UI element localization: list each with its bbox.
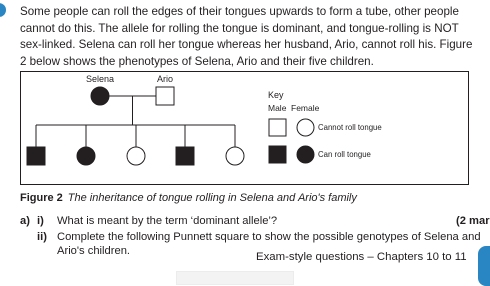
key-title: Key (268, 90, 284, 100)
punnett-square-area[interactable] (176, 271, 294, 285)
figure-caption (20, 192, 357, 204)
key-male-can-roll (269, 146, 286, 163)
key-male-label: Male (268, 103, 287, 113)
pedigree-diagram (21, 72, 470, 186)
part-i-question: What is meant by the term ‘dominant allele’? (57, 215, 278, 227)
key-female-cannot-roll (297, 119, 314, 136)
part-i-label: i) (37, 215, 44, 227)
parent-selena-symbol (91, 87, 109, 105)
question-number-marker (0, 3, 6, 17)
key-can-roll-label: Can roll tongue (318, 150, 371, 159)
part-ii-label: ii) (37, 231, 47, 243)
key-cannot-roll-label: Cannot roll tongue (318, 123, 382, 132)
child-3-female-non-roller (127, 147, 145, 165)
part-i-marks: (2 mar (456, 215, 490, 227)
question-intro-text: Some people can roll the edges of their tongues upwards to form a tube, other people cannot do this. The allele for rolling the tongue is dominant, and tongue-rolling is NOT sex-linked. Selena can roll her tongue whereas her husband, Ario, cannot roll his. Figure 2 below shows the phenotypes of Selena, Ario and their five children. (20, 5, 473, 68)
part-a-label: a) (20, 215, 30, 227)
part-ii-question-cont: Ario's children. (57, 245, 131, 257)
page-tab-marker (478, 246, 490, 286)
pedigree-figure (20, 71, 469, 185)
figure-label: Figure 2 (20, 192, 63, 204)
child-5-female-non-roller (226, 147, 244, 165)
child-1-male-roller (27, 147, 45, 165)
part-ii-question: Complete the following Punnett square to show the possible genotypes of Selena and (57, 231, 481, 243)
page-footer: Exam-style questions – Chapters 10 to 11 (256, 251, 467, 263)
child-4-male-roller (176, 147, 194, 165)
label-selena: Selena (85, 74, 115, 84)
key-male-cannot-roll (269, 119, 286, 136)
child-2-female-roller (77, 147, 95, 165)
parent-ario-symbol (156, 87, 174, 105)
key-female-label: Female (291, 103, 320, 113)
key-female-can-roll (297, 146, 314, 163)
label-ario: Ario (156, 74, 174, 84)
figure-caption-text: The inheritance of tongue rolling in Selena and Ario's family (67, 192, 357, 204)
